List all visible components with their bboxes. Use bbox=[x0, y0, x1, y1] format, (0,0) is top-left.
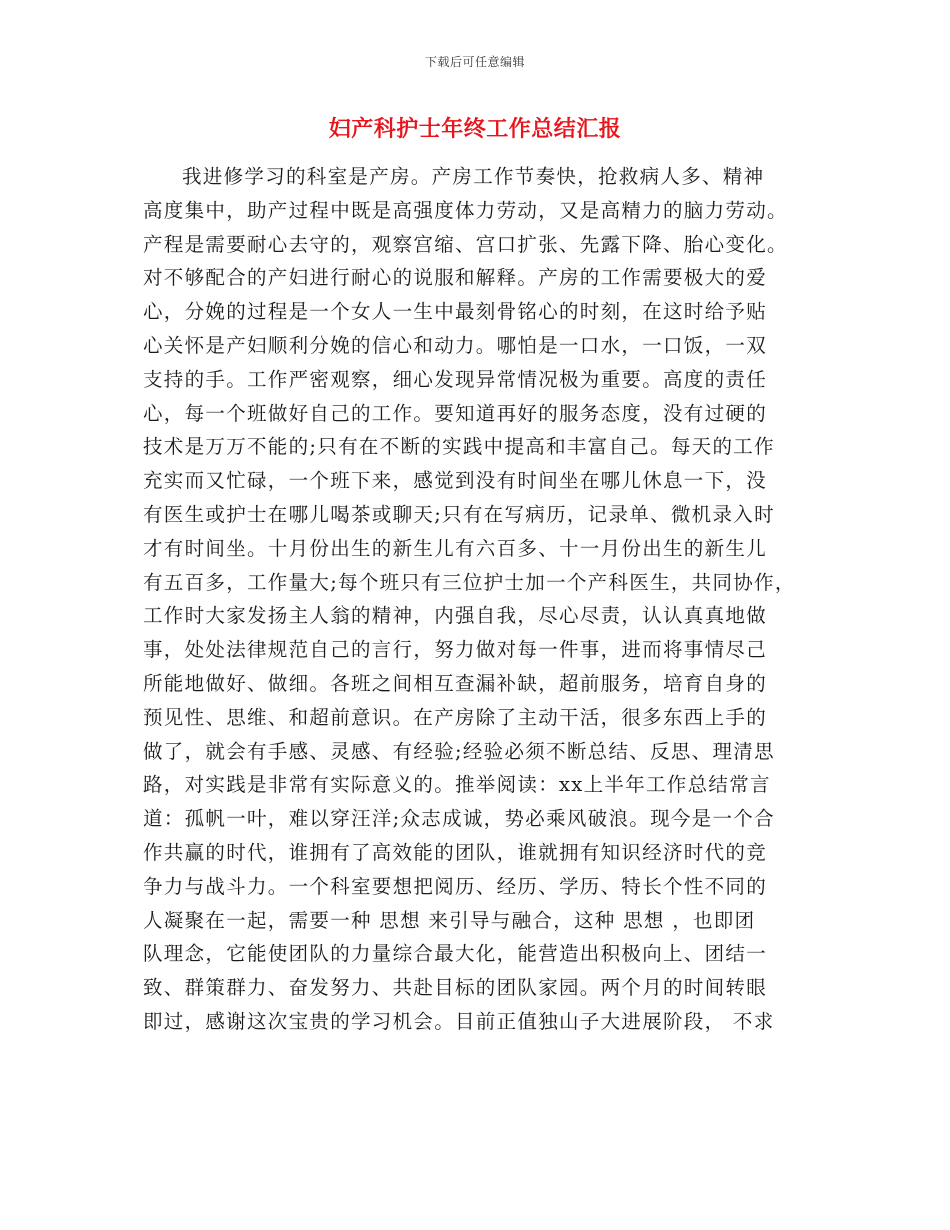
paragraph-line: 队理念，它能使团队的力量综合最大化，能营造出积极向上、团结一 bbox=[143, 942, 768, 966]
paragraph-line: 心，分娩的过程是一个女人一生中最刻骨铭心的时刻，在这时给予贴 bbox=[143, 300, 768, 324]
header-note: 下载后可任意编辑 bbox=[424, 55, 525, 69]
paragraph-line: 心关怀是产妇顺利分娩的信心和动力。哪怕是一口水，一口饭，一双 bbox=[143, 333, 768, 357]
paragraph-line: 致、群策群力、奋发努力、共赴目标的团队家园。两个月的时间转眼 bbox=[143, 976, 768, 1000]
paragraph-line: 产程是需要耐心去守的，观察宫缩、宫口扩张、先露下降、胎心变化。 bbox=[143, 232, 788, 256]
paragraph-line: 高度集中，助产过程中既是高强度体力劳动，又是高精力的脑力劳动。 bbox=[143, 198, 788, 222]
paragraph-line: 工作时大家发扬主人翁的精神，内强自我，尽心尽责，认认真真地做 bbox=[143, 604, 768, 628]
paragraph-line: 有医生或护士在哪儿喝茶或聊天;只有在写病历，记录单、微机录入时 bbox=[143, 502, 775, 526]
paragraph-line: 人凝聚在一起，需要一种 思想 来引导与融合，这种 思想 ，也即团 bbox=[143, 908, 756, 932]
paragraph-line: 有五百多，工作量大;每个班只有三位护士加一个产科医生，共同协作， bbox=[143, 570, 796, 594]
paragraph-line: 支持的手。工作严密观察，细心发现异常情况极为重要。高度的责任 bbox=[143, 367, 768, 391]
paragraph-line: 路，对实践是非常有实际意义的。推举阅读：xx上半年工作总结常言 bbox=[143, 773, 771, 797]
document-title: 妇产科护士年终工作总结汇报 bbox=[328, 116, 622, 142]
paragraph-line: 我进修学习的科室是产房。产房工作节奏快，抢救病人多、精神 bbox=[182, 165, 765, 188]
paragraph-line: 作共赢的时代，谁拥有了高效能的团队，谁就拥有知识经济时代的竞 bbox=[143, 840, 768, 864]
paragraph-line: 心，每一个班做好自己的工作。要知道再好的服务态度，没有过硬的 bbox=[143, 401, 768, 425]
paragraph-line: 事，处处法律规范自己的言行，努力做对每一件事，进而将事情尽己 bbox=[143, 638, 768, 662]
paragraph-line: 所能地做好、做细。各班之间相互查漏补缺，超前服务，培育自身的 bbox=[143, 671, 768, 695]
paragraph-line: 争力与战斗力。一个科室要想把阅历、经历、学历、特长个性不同的 bbox=[143, 874, 768, 898]
paragraph-line: 道：孤帆一叶，难以穿汪洋;众志成诚，势必乘风破浪。现今是一个合 bbox=[143, 807, 775, 831]
paragraph-line: 预见性、思维、和超前意识。在产房除了主动干活，很多东西上手的 bbox=[143, 705, 768, 729]
paragraph-line: 做了，就会有手感、灵感、有经验;经验必须不断总结、反思、理清思 bbox=[143, 739, 775, 763]
paragraph-line: 充实而又忙碌，一个班下来，感觉到没有时间坐在哪儿休息一下，没 bbox=[143, 469, 768, 493]
paragraph-line: 才有时间坐。十月份出生的新生儿有六百多、十一月份出生的新生儿 bbox=[143, 536, 768, 560]
paragraph-line: 技术是万万不能的;只有在不断的实践中提高和丰富自己。每天的工作 bbox=[143, 435, 775, 459]
paragraph-line: 对不够配合的产妇进行耐心的说服和解释。产房的工作需要极大的爱 bbox=[143, 266, 768, 290]
document-body bbox=[143, 160, 823, 1039]
paragraph-line: 即过，感谢这次宝贵的学习机会。目前正值独山子大进展阶段， 不求 bbox=[143, 1009, 775, 1033]
